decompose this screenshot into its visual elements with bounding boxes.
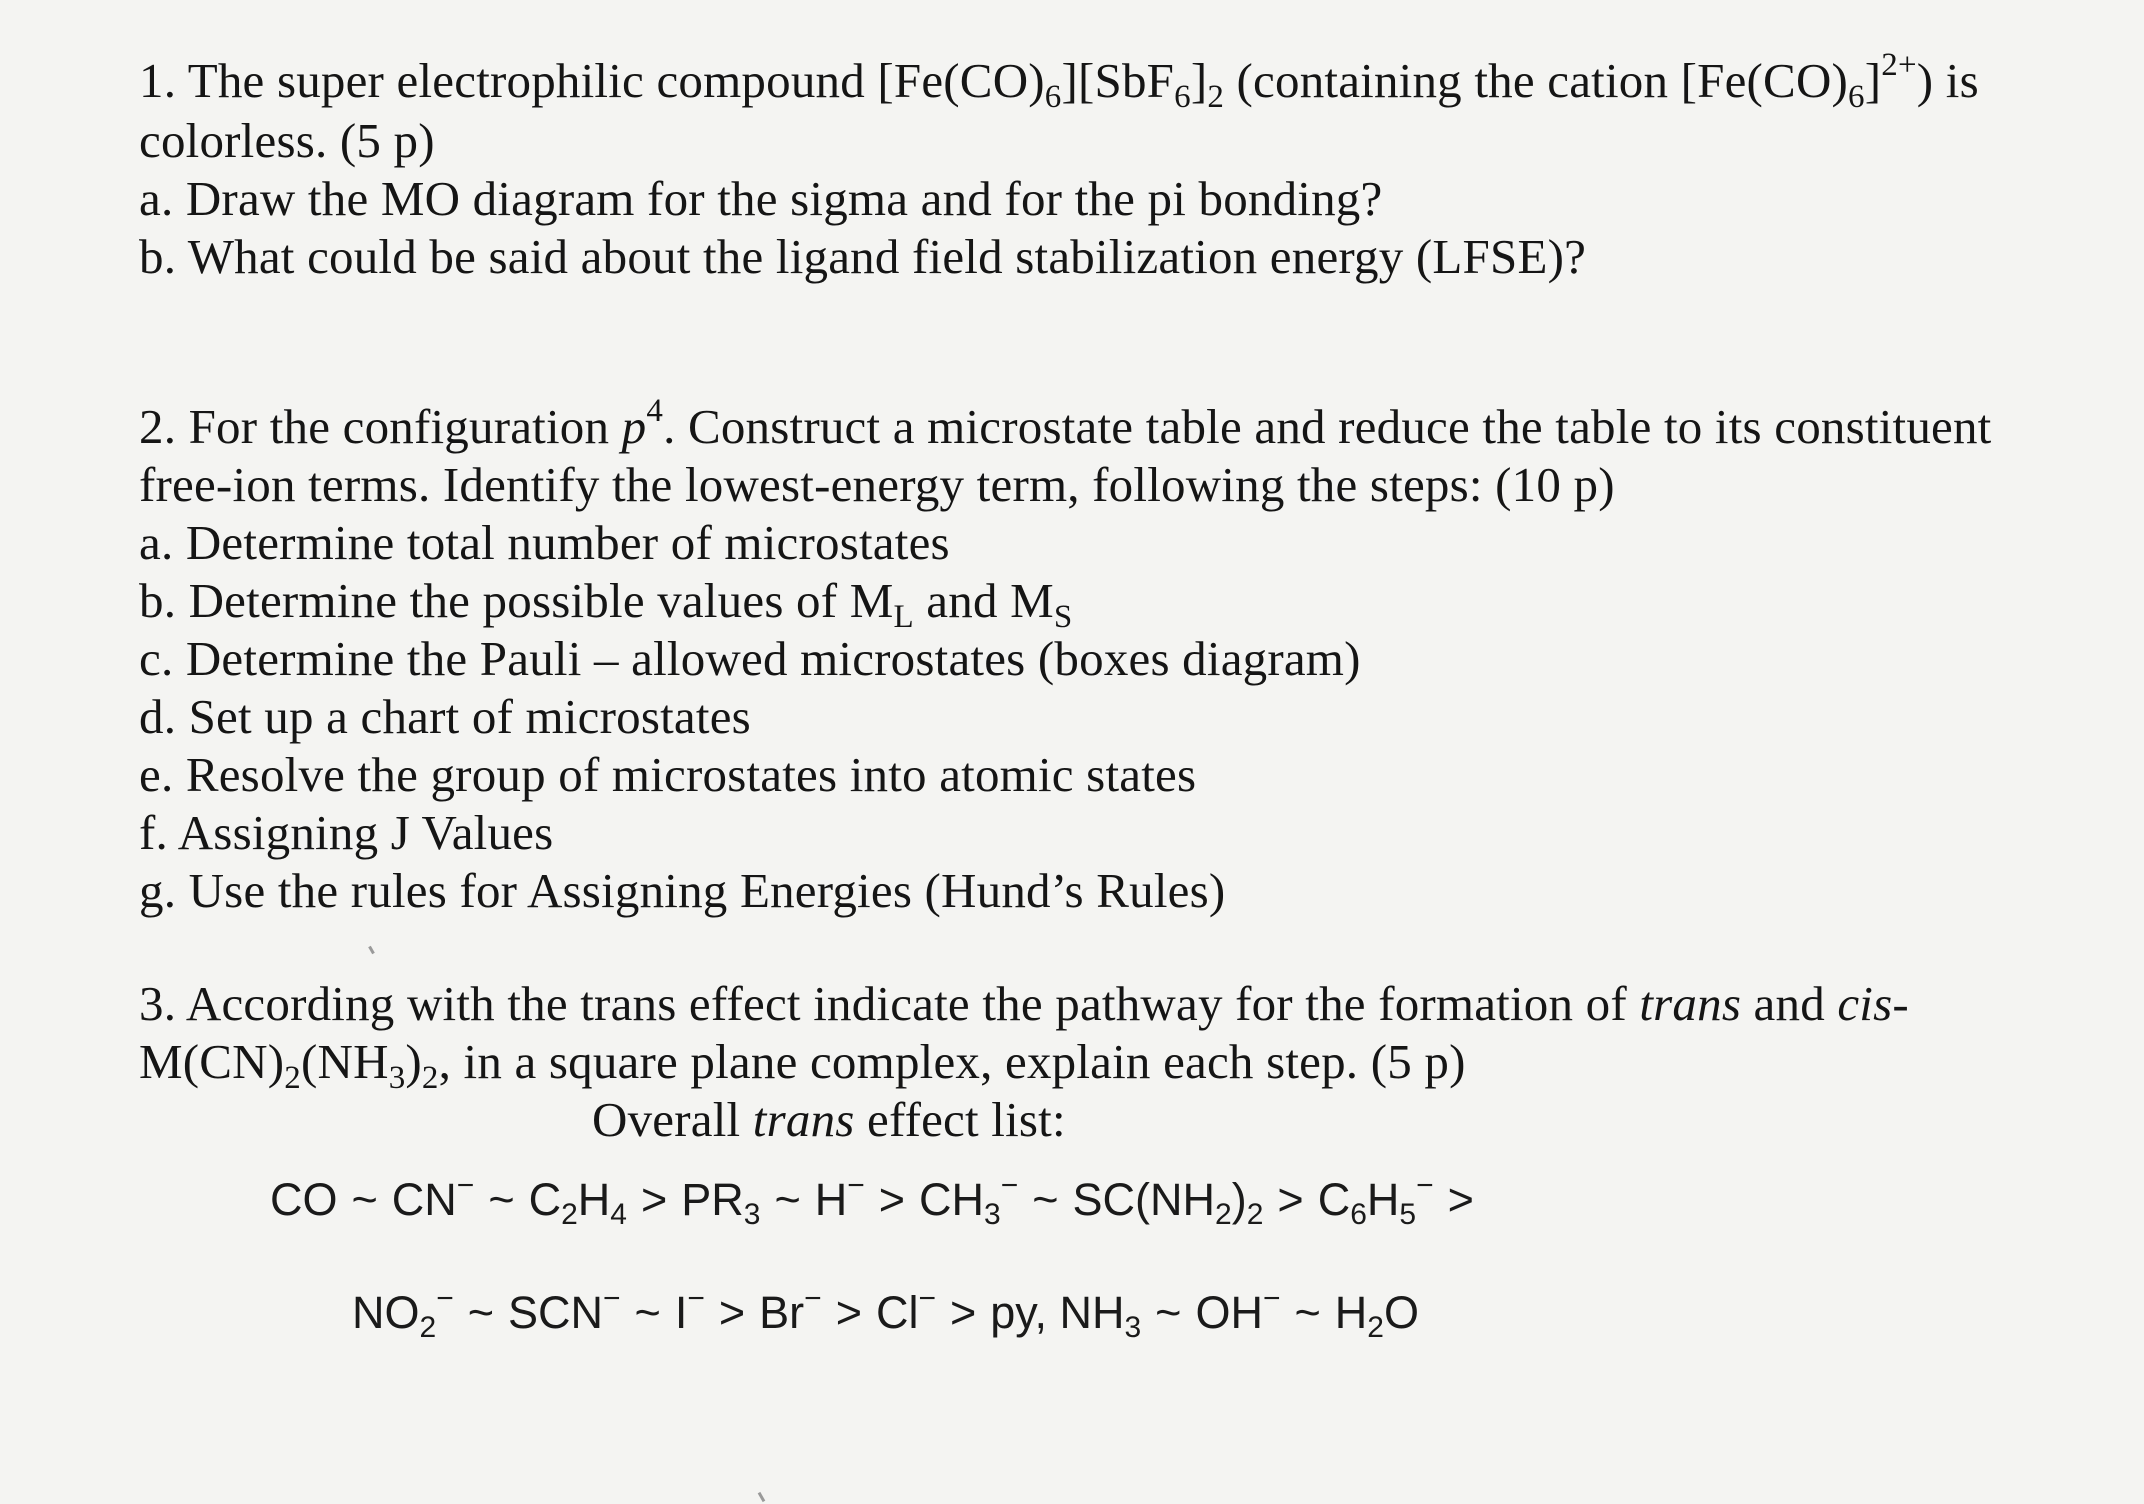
- ligand-hydride: H: [814, 1174, 848, 1225]
- ligand-bromide: Br: [759, 1287, 805, 1338]
- q2-part-e: e. Resolve the group of microstates into atomic states: [139, 747, 1197, 802]
- charge: −: [847, 1169, 865, 1202]
- ligand-iodide: I: [674, 1287, 688, 1338]
- superscript: 2+: [1881, 47, 1917, 83]
- q2-line1: [139, 393, 1992, 456]
- ligand-py-nh3: py, NH: [990, 1287, 1125, 1338]
- subscript: 2: [284, 1060, 301, 1096]
- ligand-thiourea: SC(NH: [1072, 1174, 1216, 1225]
- superscript: 4: [646, 393, 664, 429]
- trans-series-row-2: [352, 1282, 1419, 1344]
- subscript: 2: [561, 1198, 578, 1231]
- q3-cis-italic: cis-: [1837, 976, 1909, 1031]
- charge: −: [804, 1282, 822, 1315]
- tilde: ~: [774, 1174, 801, 1225]
- q2-text: . Construct a microstate table and reduce the table to its constituent: [663, 399, 1992, 454]
- q1-line2: colorless. (5 p): [139, 113, 435, 168]
- q2-part-b: [139, 572, 1073, 635]
- q1-text: 1. The super electrophilic compound [Fe(CO): [139, 53, 1045, 108]
- subscript: 2: [1246, 1198, 1264, 1231]
- q3-text: 3. According with the trans effect indicate the pathway for the formation of: [139, 976, 1640, 1031]
- q2-text: b. Determine the possible values of M: [139, 573, 894, 628]
- greater-than: >: [1447, 1174, 1474, 1225]
- q2-part-c: c. Determine the Pauli – allowed microstates (boxes diagram): [139, 631, 1361, 686]
- ligand-c2h4: H: [577, 1174, 611, 1225]
- ligand-hydroxide: OH: [1195, 1287, 1263, 1338]
- q3-text: (NH: [300, 1034, 389, 1089]
- q1-part-a: a. Draw the MO diagram for the sigma and for the pi bonding?: [139, 171, 1383, 226]
- q1-text: ][SbF: [1061, 53, 1175, 108]
- subscript: L: [893, 599, 914, 635]
- tilde: ~: [1032, 1174, 1059, 1225]
- subscript: 6: [1848, 79, 1865, 115]
- tilde: ~: [1155, 1287, 1182, 1338]
- ligand-cn: CN: [391, 1174, 457, 1225]
- q3-trans-italic: trans: [1639, 976, 1742, 1031]
- ligand-c2h4: C: [528, 1174, 562, 1225]
- greater-than: >: [950, 1287, 977, 1338]
- q3-line1: [139, 975, 1909, 1033]
- charge: −: [1416, 1169, 1434, 1202]
- q3-text: M(CN): [139, 1034, 285, 1089]
- subscript: 3: [1124, 1311, 1142, 1344]
- subscript: 2: [1215, 1198, 1232, 1231]
- charge: −: [436, 1282, 454, 1315]
- subscript: 6: [1350, 1198, 1367, 1231]
- q1-line1: [139, 47, 1979, 115]
- q2-config: p: [621, 399, 647, 454]
- subscript: 3: [743, 1198, 761, 1231]
- q2-line2: free-ion terms. Identify the lowest-energy term, following the steps: (10 p): [139, 457, 1615, 512]
- subscript: 3: [388, 1060, 406, 1096]
- ligand-chloride: Cl: [875, 1287, 919, 1338]
- overall-trans-heading: [592, 1091, 1066, 1149]
- q1-part-b: b. What could be said about the ligand field stabilization energy (LFSE)?: [139, 229, 1587, 284]
- ligand-pr3: PR: [681, 1174, 744, 1225]
- subscript: 4: [610, 1198, 627, 1231]
- q2-part-g: g. Use the rules for Assigning Energies (Hund’s Rules): [139, 863, 1226, 918]
- ligand-co: CO: [270, 1174, 338, 1225]
- subscript: 2: [1207, 79, 1225, 115]
- heading-trans-italic: trans: [752, 1092, 855, 1147]
- ligand-c6h5: H: [1366, 1174, 1400, 1225]
- charge: −: [1000, 1169, 1019, 1202]
- scan-speck: [368, 946, 375, 954]
- q2-part-f: f. Assigning J Values: [139, 805, 554, 860]
- subscript: 2: [421, 1060, 439, 1096]
- q2-part-a: a. Determine total number of microstates: [139, 515, 950, 570]
- q1-text: ) is: [1916, 53, 1979, 108]
- greater-than: >: [835, 1287, 862, 1338]
- charge: −: [456, 1169, 475, 1202]
- q3-text: ): [405, 1034, 422, 1089]
- greater-than: >: [640, 1174, 668, 1225]
- trans-series-row-1: [270, 1169, 1488, 1231]
- tilde: ~: [488, 1174, 515, 1225]
- subscript: 5: [1399, 1198, 1417, 1231]
- q1-text: ]: [1864, 53, 1882, 108]
- tilde: ~: [351, 1174, 378, 1225]
- ligand-scn: SCN: [508, 1287, 604, 1338]
- greater-than: >: [1277, 1174, 1304, 1225]
- q2-part-d: d. Set up a chart of microstates: [139, 689, 751, 744]
- heading-text: Overall: [592, 1092, 753, 1147]
- q1-text: (containing the cation [Fe(CO): [1224, 53, 1849, 108]
- subscript: 3: [984, 1198, 1001, 1231]
- q1-text: ]: [1190, 53, 1208, 108]
- ligand-ch3: CH: [919, 1174, 985, 1225]
- greater-than: >: [718, 1287, 746, 1338]
- scan-speck: [758, 1492, 766, 1502]
- charge: −: [687, 1282, 705, 1315]
- subscript: 6: [1174, 79, 1191, 115]
- tilde: ~: [1294, 1287, 1321, 1338]
- charge: −: [1262, 1282, 1281, 1315]
- q3-text: , in a square plane complex, explain each step. (5 p): [438, 1034, 1466, 1089]
- q2-text: 2. For the configuration: [139, 399, 622, 454]
- subscript: 2: [1367, 1311, 1384, 1344]
- tilde: ~: [634, 1287, 661, 1338]
- ligand-c6h5: C: [1317, 1174, 1351, 1225]
- subscript: 6: [1044, 79, 1062, 115]
- ligand-water: O: [1383, 1287, 1419, 1338]
- q2-text: and M: [913, 573, 1054, 628]
- charge: −: [918, 1282, 936, 1315]
- ligand-thiourea: ): [1231, 1174, 1247, 1225]
- heading-text: effect list:: [854, 1092, 1066, 1147]
- q3-text: and: [1741, 976, 1838, 1031]
- tilde: ~: [467, 1287, 494, 1338]
- subscript: S: [1053, 599, 1073, 635]
- ligand-no2: NO: [352, 1287, 420, 1338]
- greater-than: >: [878, 1174, 906, 1225]
- subscript: 2: [419, 1311, 437, 1344]
- charge: −: [603, 1282, 621, 1315]
- q3-line2: [139, 1033, 1466, 1096]
- ligand-water: H: [1334, 1287, 1368, 1338]
